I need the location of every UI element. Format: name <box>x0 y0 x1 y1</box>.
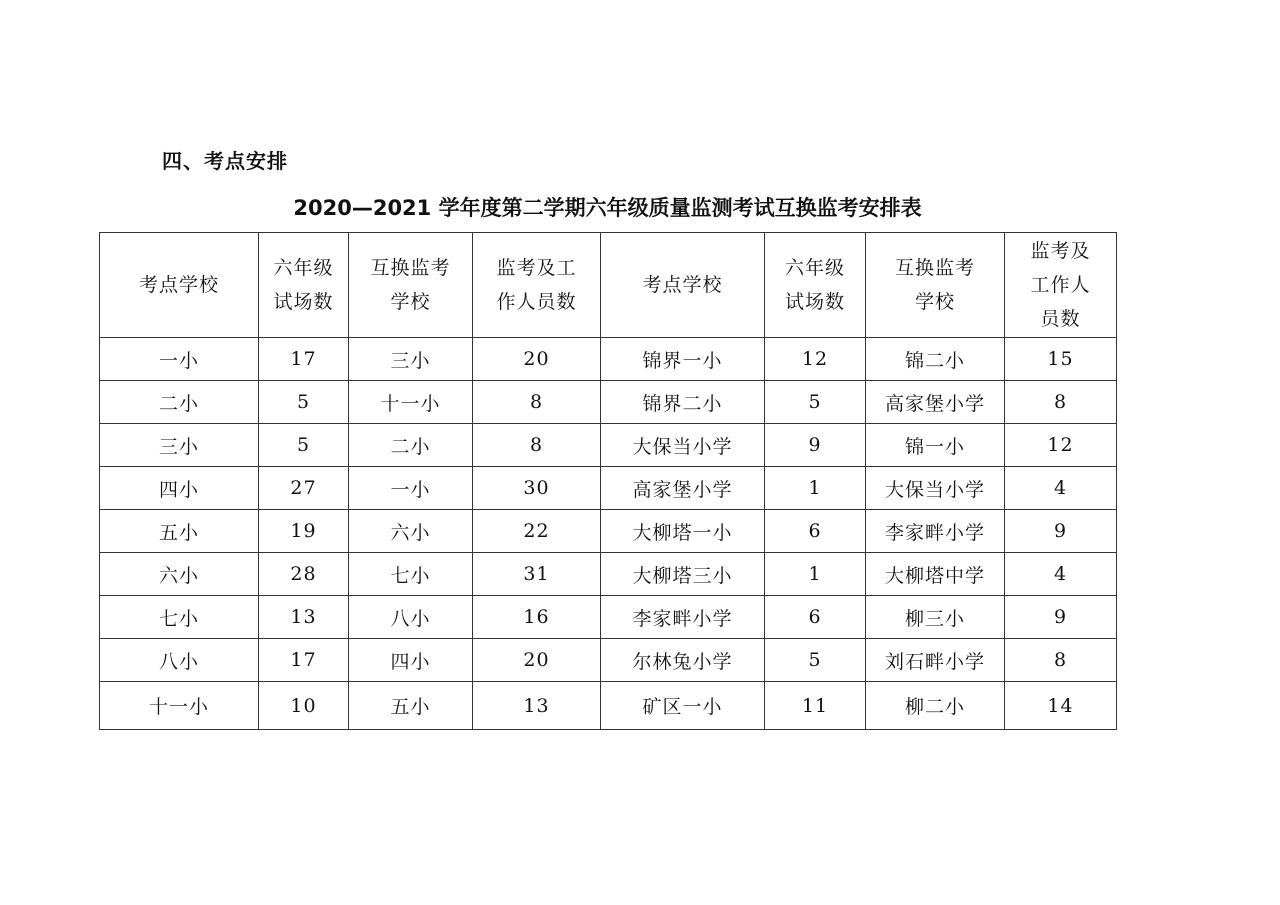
table-cell: 9 <box>765 424 866 467</box>
table-cell: 20 <box>473 639 601 682</box>
table-cell: 11 <box>765 682 866 730</box>
schedule-table <box>99 232 1117 730</box>
table-cell: 31 <box>473 553 601 596</box>
table-cell: 19 <box>259 510 349 553</box>
table-cell: 30 <box>473 467 601 510</box>
table-cell: 锦界一小 <box>601 338 765 381</box>
table-cell: 尔林兔小学 <box>601 639 765 682</box>
header-exam-school: 考点学校 <box>100 233 259 338</box>
table-cell: 二小 <box>349 424 473 467</box>
table-cell: 七小 <box>349 553 473 596</box>
table-row <box>100 553 1117 596</box>
table-cell: 七小 <box>100 596 259 639</box>
table-cell: 三小 <box>100 424 259 467</box>
table-cell: 高家堡小学 <box>866 381 1005 424</box>
table-cell: 八小 <box>349 596 473 639</box>
table-cell: 12 <box>1005 424 1117 467</box>
table-cell: 六小 <box>349 510 473 553</box>
table-cell: 二小 <box>100 381 259 424</box>
table-cell: 刘石畔小学 <box>866 639 1005 682</box>
table-cell: 20 <box>473 338 601 381</box>
table-cell: 9 <box>1005 596 1117 639</box>
table-cell: 5 <box>259 424 349 467</box>
table-row <box>100 467 1117 510</box>
table-cell: 8 <box>473 424 601 467</box>
table-cell: 1 <box>765 553 866 596</box>
header-staff-count: 监考及工 作人员数 <box>473 233 601 338</box>
table-row <box>100 682 1117 730</box>
table-title: 2020—2021 学年度第二学期六年级质量监测考试互换监考安排表 <box>293 196 922 220</box>
header-staff-count: 监考及 工作人 员数 <box>1005 233 1117 338</box>
table-cell: 4 <box>1005 553 1117 596</box>
table-cell: 十一小 <box>349 381 473 424</box>
table-cell: 6 <box>765 510 866 553</box>
header-room-count: 六年级 试场数 <box>259 233 349 338</box>
table-cell: 大柳塔三小 <box>601 553 765 596</box>
table-cell: 高家堡小学 <box>601 467 765 510</box>
table-cell: 大保当小学 <box>866 467 1005 510</box>
table-cell: 12 <box>765 338 866 381</box>
table-cell: 十一小 <box>100 682 259 730</box>
section-heading: 四、考点安排 <box>162 149 288 173</box>
table-cell: 8 <box>473 381 601 424</box>
table-cell: 17 <box>259 639 349 682</box>
table-cell: 矿区一小 <box>601 682 765 730</box>
table-cell: 李家畔小学 <box>866 510 1005 553</box>
table-row <box>100 381 1117 424</box>
table-cell: 6 <box>765 596 866 639</box>
table-cell: 八小 <box>100 639 259 682</box>
table-cell: 四小 <box>100 467 259 510</box>
table-cell: 四小 <box>349 639 473 682</box>
table-cell: 五小 <box>349 682 473 730</box>
table-row <box>100 424 1117 467</box>
table-cell: 17 <box>259 338 349 381</box>
table-cell: 15 <box>1005 338 1117 381</box>
table-cell: 大柳塔中学 <box>866 553 1005 596</box>
table-cell: 16 <box>473 596 601 639</box>
table-row <box>100 639 1117 682</box>
table-cell: 27 <box>259 467 349 510</box>
table-cell: 锦一小 <box>866 424 1005 467</box>
table-cell: 柳三小 <box>866 596 1005 639</box>
table-cell: 一小 <box>100 338 259 381</box>
table-cell: 14 <box>1005 682 1117 730</box>
header-swap-school: 互换监考 学校 <box>866 233 1005 338</box>
table-cell: 28 <box>259 553 349 596</box>
table-cell: 10 <box>259 682 349 730</box>
table-cell: 5 <box>765 639 866 682</box>
table-header-row <box>100 233 1117 338</box>
table-cell: 8 <box>1005 639 1117 682</box>
table-cell: 五小 <box>100 510 259 553</box>
header-swap-school: 互换监考 学校 <box>349 233 473 338</box>
header-room-count: 六年级 试场数 <box>765 233 866 338</box>
table-cell: 13 <box>259 596 349 639</box>
header-exam-school: 考点学校 <box>601 233 765 338</box>
table-cell: 李家畔小学 <box>601 596 765 639</box>
table-cell: 9 <box>1005 510 1117 553</box>
table-cell: 锦界二小 <box>601 381 765 424</box>
table-cell: 大保当小学 <box>601 424 765 467</box>
table-cell: 8 <box>1005 381 1117 424</box>
table-cell: 大柳塔一小 <box>601 510 765 553</box>
table-row <box>100 338 1117 381</box>
table-row <box>100 596 1117 639</box>
table-cell: 4 <box>1005 467 1117 510</box>
table-row <box>100 510 1117 553</box>
table-cell: 1 <box>765 467 866 510</box>
table-cell: 一小 <box>349 467 473 510</box>
table-cell: 5 <box>259 381 349 424</box>
table-cell: 22 <box>473 510 601 553</box>
table-cell: 锦二小 <box>866 338 1005 381</box>
table-cell: 13 <box>473 682 601 730</box>
table-cell: 六小 <box>100 553 259 596</box>
table-cell: 5 <box>765 381 866 424</box>
table-cell: 三小 <box>349 338 473 381</box>
table-cell: 柳二小 <box>866 682 1005 730</box>
